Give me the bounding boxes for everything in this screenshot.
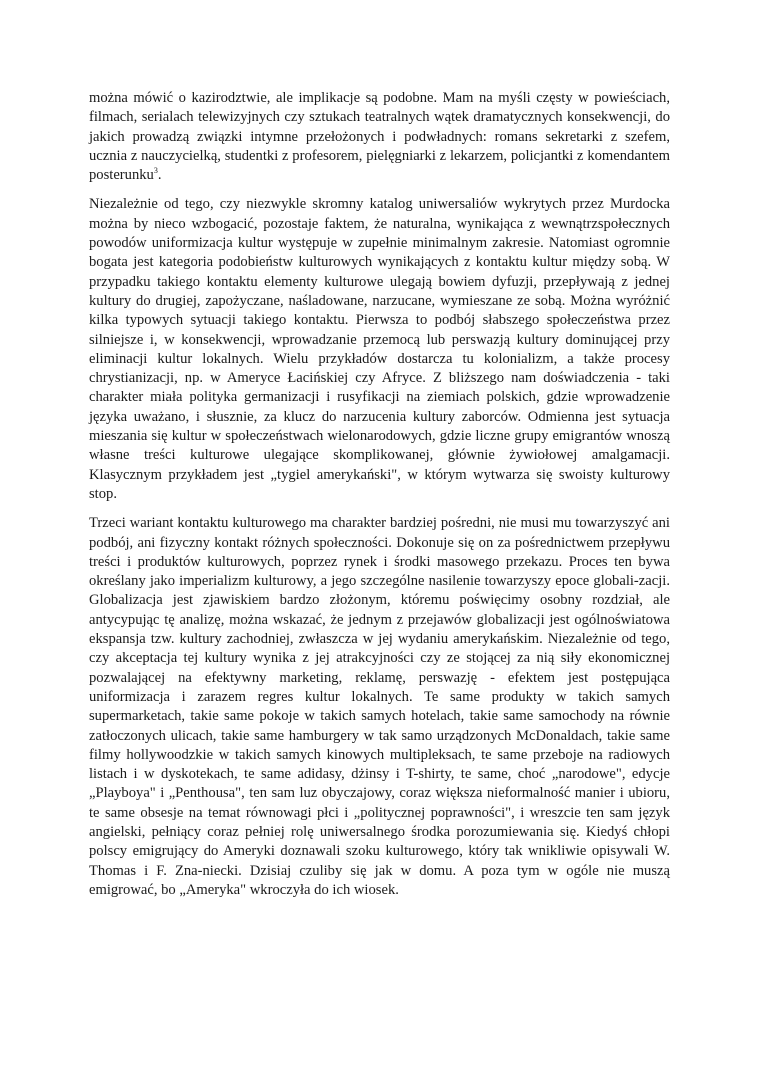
paragraph-1-text: można mówić o kazirodztwie, ale implikacje są podobne. Mam na myśli częsty w powieściach, filmach, serialach telewizyjnych czy sztukach teatralnych wątek dramatycznych konsekwencji, do jakich prowadzą związki intymne przełożonych i podwładnych: romans sekretarki z szefem, ucznia z nauczycielką, studentki z profesorem, pielęgniarki z lekarzem, policjantki z komendantem posterunku bbox=[89, 90, 670, 184]
footnote-marker[interactable]: 3 bbox=[153, 166, 158, 176]
paragraph-1 bbox=[89, 89, 670, 185]
paragraph-3 bbox=[89, 514, 670, 900]
paragraph-3-text: Trzeci wariant kontaktu kulturowego ma charakter bardziej pośredni, nie musi mu towarzyszyć ani podbój, ani fizyczny kontakt różnych społeczności. Dokonuje się on za pośrednictwem przepływu treści i produktów kulturowych, poprzez rynek i środki masowego przekazu. Proces ten bywa określany jako imperializm kulturowy, a jego szczególne nasilenie towarzyszy epoce globali-zacji. Globalizacja jest zjawiskiem bardzo złożonym, któremu poświęcimy osobny rozdział, ale antycypując tę analizę, można wskazać, że jednym z przejawów globalizacji jest ogólnoświatowa ekspansja tzw. kultury zachodniej, zwłaszcza w jej wydaniu amerykańskim. Niezależnie od tego, czy akceptacja tej kultury wynika z jej atrakcyjności czy ze stojącej za nią siły ekonomicznej pozwalającej na efektywny marketing, reklamę, perswazję - efektem jest postępująca uniformizacja i zarazem regres kultur lokalnych. Te same produkty w takich samych supermarketach, takie same pokoje w takich samych hotelach, takie same samochody na równie zatłoczonych ulicach, takie same hamburgery w tak samo urządzonych McDonaldach, takie same filmy hollywoodzkie w takich samych kinowych multipleksach, te same przeboje na radiowych listach i w dyskotekach, te same adidasy, dżinsy i T-shirty, te same, choć „narodowe", edycje „Playboya" i „Penthousa", ten sam luz obyczajowy, coraz większa nieformalność manier i ubioru, te same obsesje na temat równowagi płci i „politycznej poprawności", i wreszcie ten sam język angielski, pełniący coraz pełniej rolę uniwersalnego środka porozumiewania się. Kiedyś chłopi polscy emigrujący do Ameryki doznawali szoku kulturowego, który tak wnikliwie opisywali W. Thomas i F. Zna-niecki. Dzisiaj czuliby się jak w domu. A poza tym w ogóle nie muszą emigrować, bo „Ameryka" wkroczyła do ich wiosek. bbox=[89, 515, 670, 898]
document-page bbox=[89, 89, 670, 910]
paragraph-2 bbox=[89, 195, 670, 504]
paragraph-2-text: Niezależnie od tego, czy niezwykle skromny katalog uniwersaliów wykrytych przez Murdocka można by nieco wzbogacić, pozostaje faktem, że naturalna, wynikająca z wewnątrzspołecznych powodów uniformizacja kultur występuje w zupełnie minimalnym zakresie. Natomiast ogromnie bogata jest kategoria podobieństw kulturowych wynikających z kontaktu kultur między sobą. W przypadku takiego kontaktu elementy kulturowe ulegają bowiem dyfuzji, przepływają z jednej kultury do drugiej, zapożyczane, naśladowane, narzucane, wymieszane ze sobą. Można wyróżnić kilka typowych sytuacji takiego kontaktu. Pierwsza to podbój słabszego społeczeństwa przez silniejsze i, w konsekwencji, wprowadzanie przemocą lub perswazją kultury dominującej przy eliminacji kultur lokalnych. Wielu przykładów dostarcza tu kolonializm, a także procesy chrystianizacji, np. w Ameryce Łacińskiej czy Afryce. Z bliższego nam doświadczenia - taki charakter miała polityka germanizacji i rusyfikacji na ziemiach polskich, gdzie wprowadzenie języka uważano, i słusznie, za klucz do narzucenia kultury zaborców. Odmienna jest sytuacja mieszania się kultur w społeczeństwach wielonarodowych, gdzie liczne grupy emigrantów wnoszą własne treści kulturowe ulegające skomplikowanej, głównie żywiołowej amalgamacji. Klasycznym przykładem jest „tygiel amerykański", w którym wytwarza się swoisty kulturowy stop. bbox=[89, 196, 670, 502]
paragraph-1-tail: . bbox=[157, 167, 162, 184]
